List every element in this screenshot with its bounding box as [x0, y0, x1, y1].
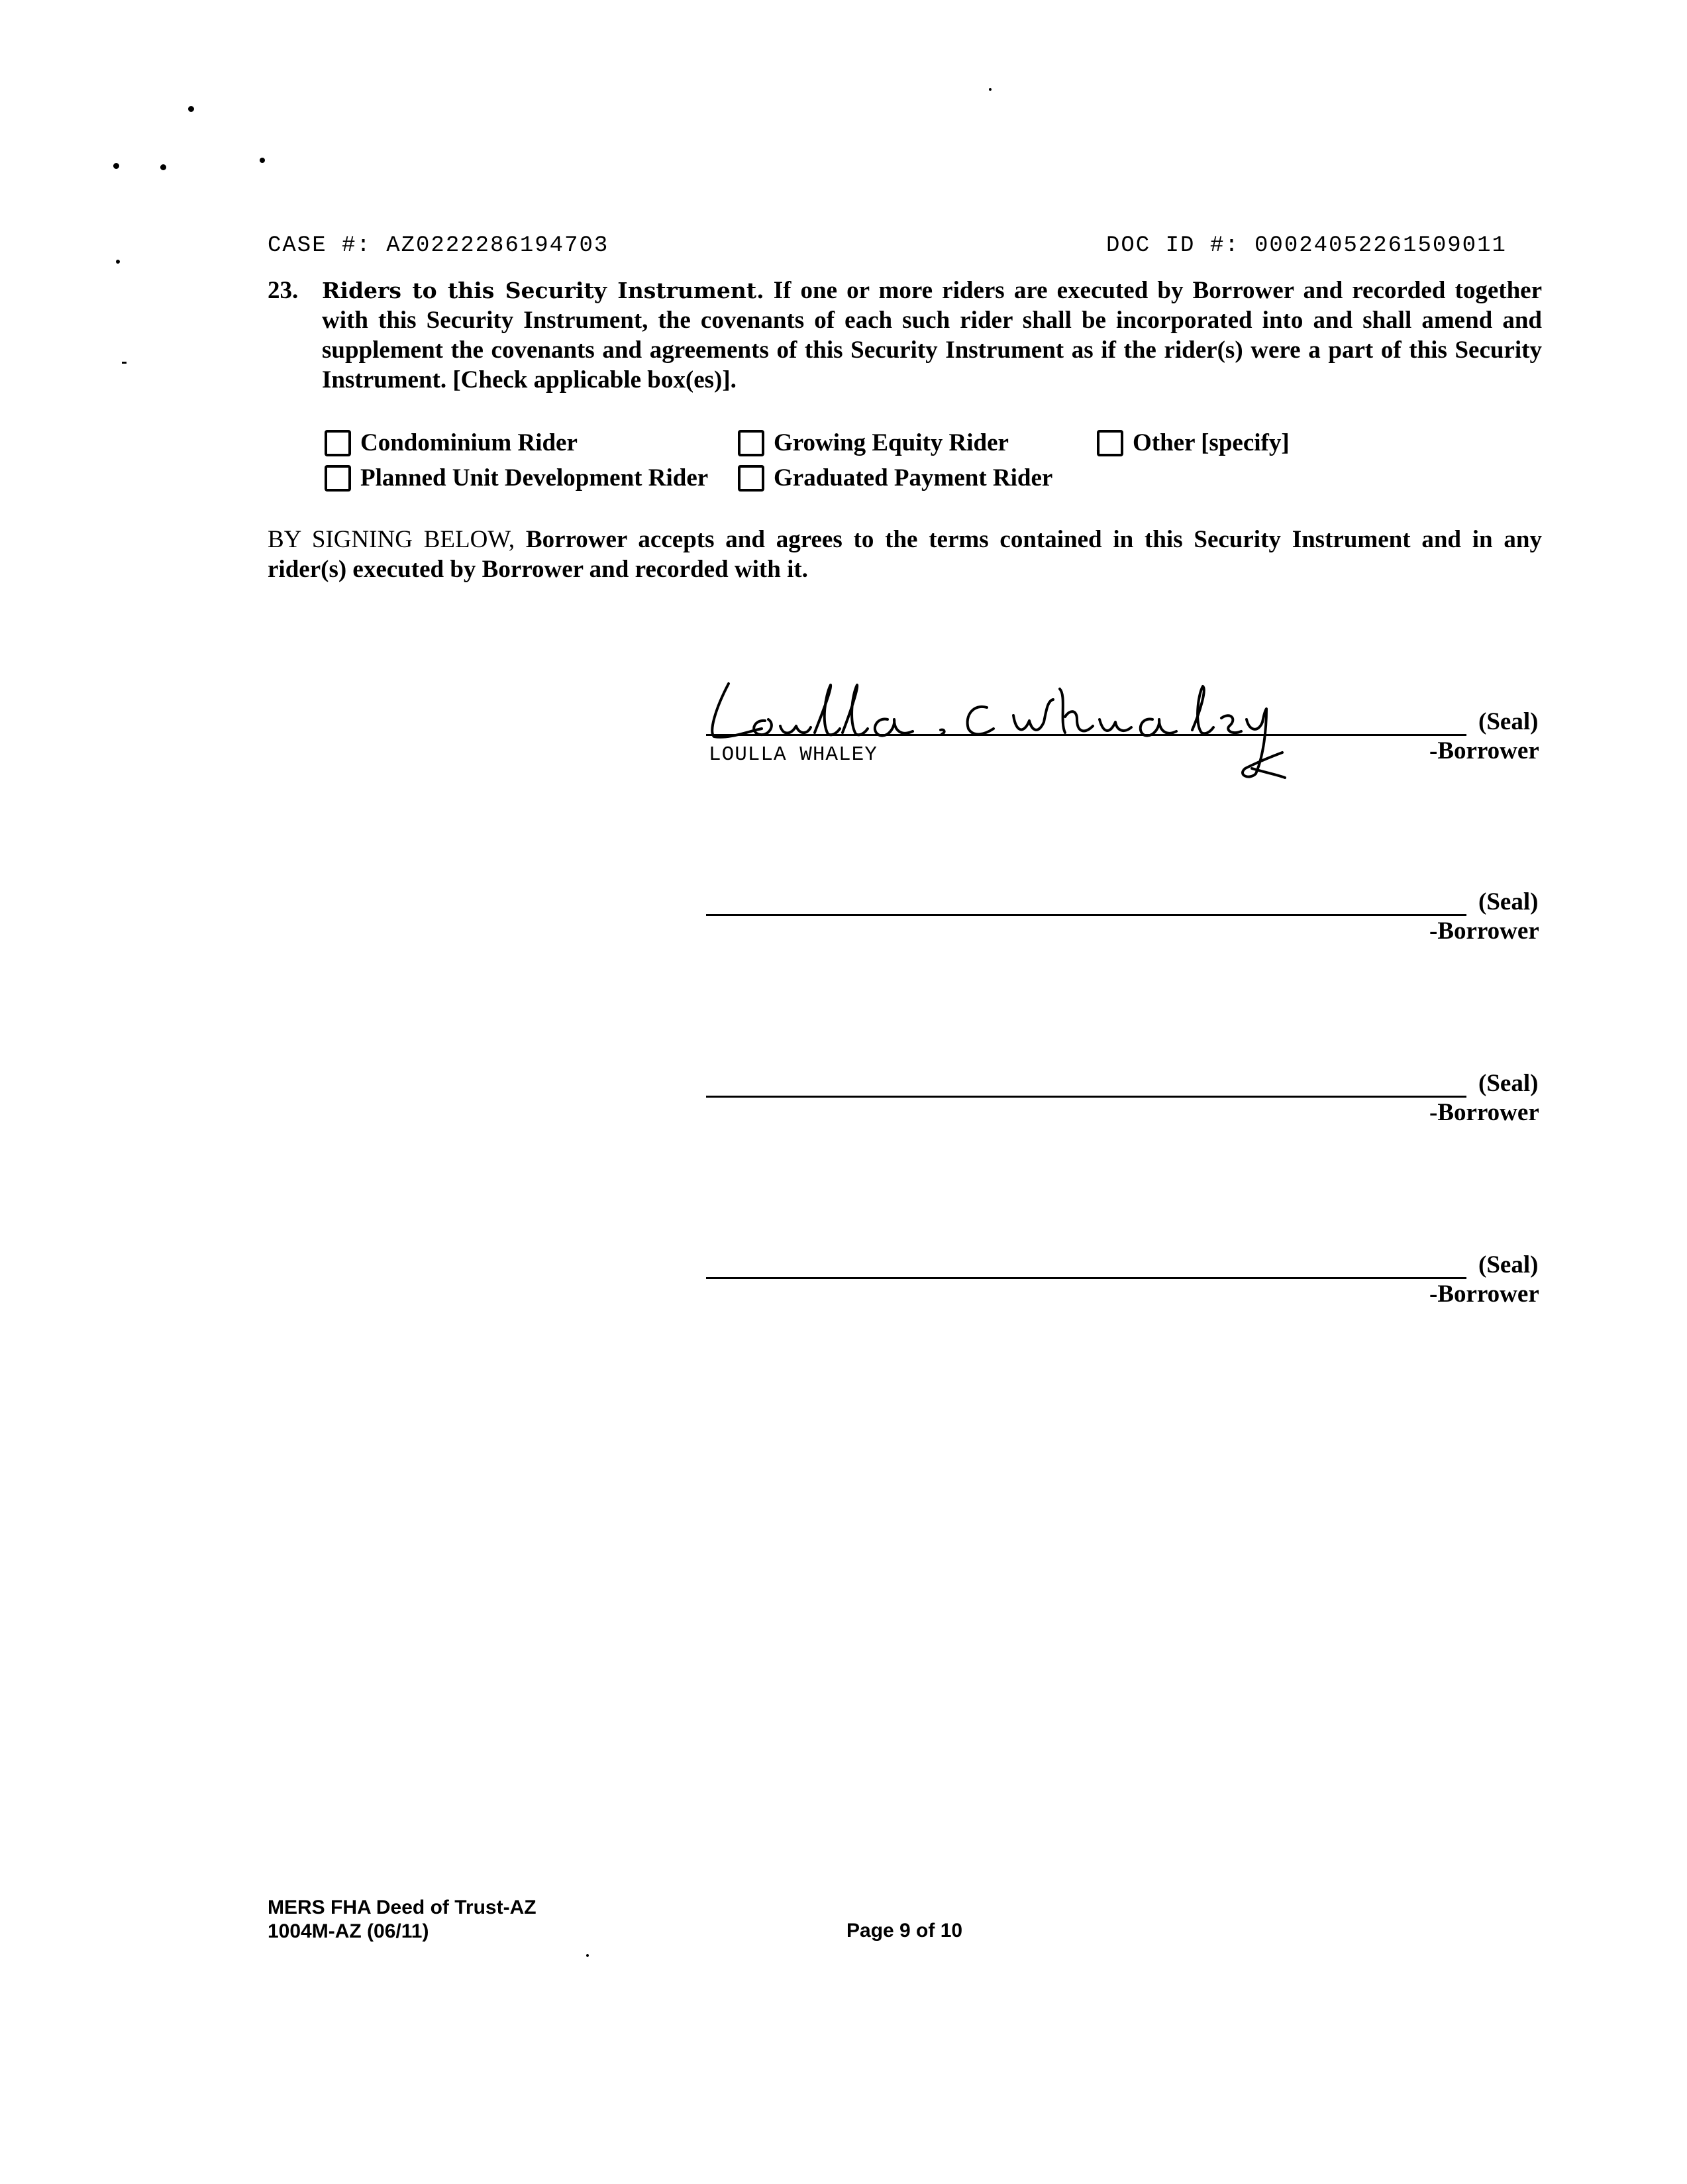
checkbox-icon[interactable]	[325, 430, 351, 456]
scan-speck	[260, 158, 265, 163]
section-number: 23.	[268, 277, 299, 304]
borrower-label: -Borrower	[1429, 1099, 1539, 1126]
section-title: Riders to this Security Instrument.	[322, 278, 764, 303]
acceptance-paragraph	[268, 525, 1542, 584]
scan-speck	[989, 88, 992, 91]
rider-label: Graduated Payment Rider	[774, 464, 1053, 492]
scan-speck	[188, 106, 194, 112]
signature-line	[706, 914, 1466, 916]
form-title: MERS FHA Deed of Trust-AZ	[268, 1897, 537, 1918]
rider-checkbox-pud[interactable]	[325, 464, 708, 492]
scan-speck	[116, 260, 120, 264]
rider-label: Other [specify]	[1133, 429, 1290, 456]
borrower-signature	[702, 669, 1451, 785]
case-number: CASE #: AZ0222286194703	[268, 233, 609, 258]
checkbox-icon[interactable]	[738, 465, 764, 492]
rider-checkbox-graduated-payment[interactable]	[738, 464, 1052, 492]
signature-line	[706, 1277, 1466, 1279]
section-body	[322, 276, 1542, 395]
rider-label: Growing Equity Rider	[774, 429, 1009, 456]
page-number: Page 9 of 10	[846, 1920, 963, 1942]
checkbox-icon[interactable]	[325, 465, 351, 492]
form-identifier	[268, 1896, 537, 1944]
borrower-label: -Borrower	[1429, 1280, 1539, 1308]
scan-speck	[113, 163, 119, 169]
rider-checkbox-growing-equity[interactable]	[738, 429, 1009, 457]
doc-id: DOC ID #: 00024052261509011	[1106, 233, 1507, 258]
seal-label: (Seal)	[1478, 1070, 1539, 1097]
acceptance-lead: BY SIGNING BELOW,	[268, 526, 515, 553]
seal-label: (Seal)	[1478, 708, 1539, 735]
checkbox-icon[interactable]	[738, 430, 764, 456]
rider-checkbox-other[interactable]	[1097, 429, 1290, 457]
borrower-label: -Borrower	[1429, 737, 1539, 764]
scan-speck	[160, 164, 166, 170]
scan-speck	[122, 362, 127, 364]
form-number: 1004M-AZ (06/11)	[268, 1920, 429, 1942]
rider-label: Planned Unit Development Rider	[360, 464, 709, 492]
checkbox-icon[interactable]	[1097, 430, 1123, 456]
signature-line	[706, 1096, 1466, 1098]
section-text: If one or more riders are executed by Borrower and recorded together with this Security Instrument, the covenants of each such rider shall be incorporated into and shall amend and supplement the covenants and agreements of this Security Instrument as if the rider(s) were a part of this Security Instrument. [Check applicable box(es)].	[322, 277, 1542, 393]
seal-label: (Seal)	[1478, 888, 1539, 915]
rider-checkbox-condominium[interactable]	[325, 429, 578, 457]
acceptance-text: Borrower accepts and agrees to the terms contained in this Security Instrument and in any rider(s) executed by Borrower and recorded with it.	[268, 526, 1542, 583]
borrower-name: LOULLA WHALEY	[709, 743, 878, 766]
seal-label: (Seal)	[1478, 1251, 1539, 1278]
borrower-label: -Borrower	[1429, 917, 1539, 945]
riders-section	[268, 276, 1542, 395]
signature-line	[706, 734, 1466, 736]
rider-label: Condominium Rider	[360, 429, 578, 456]
scan-speck	[586, 1954, 589, 1957]
